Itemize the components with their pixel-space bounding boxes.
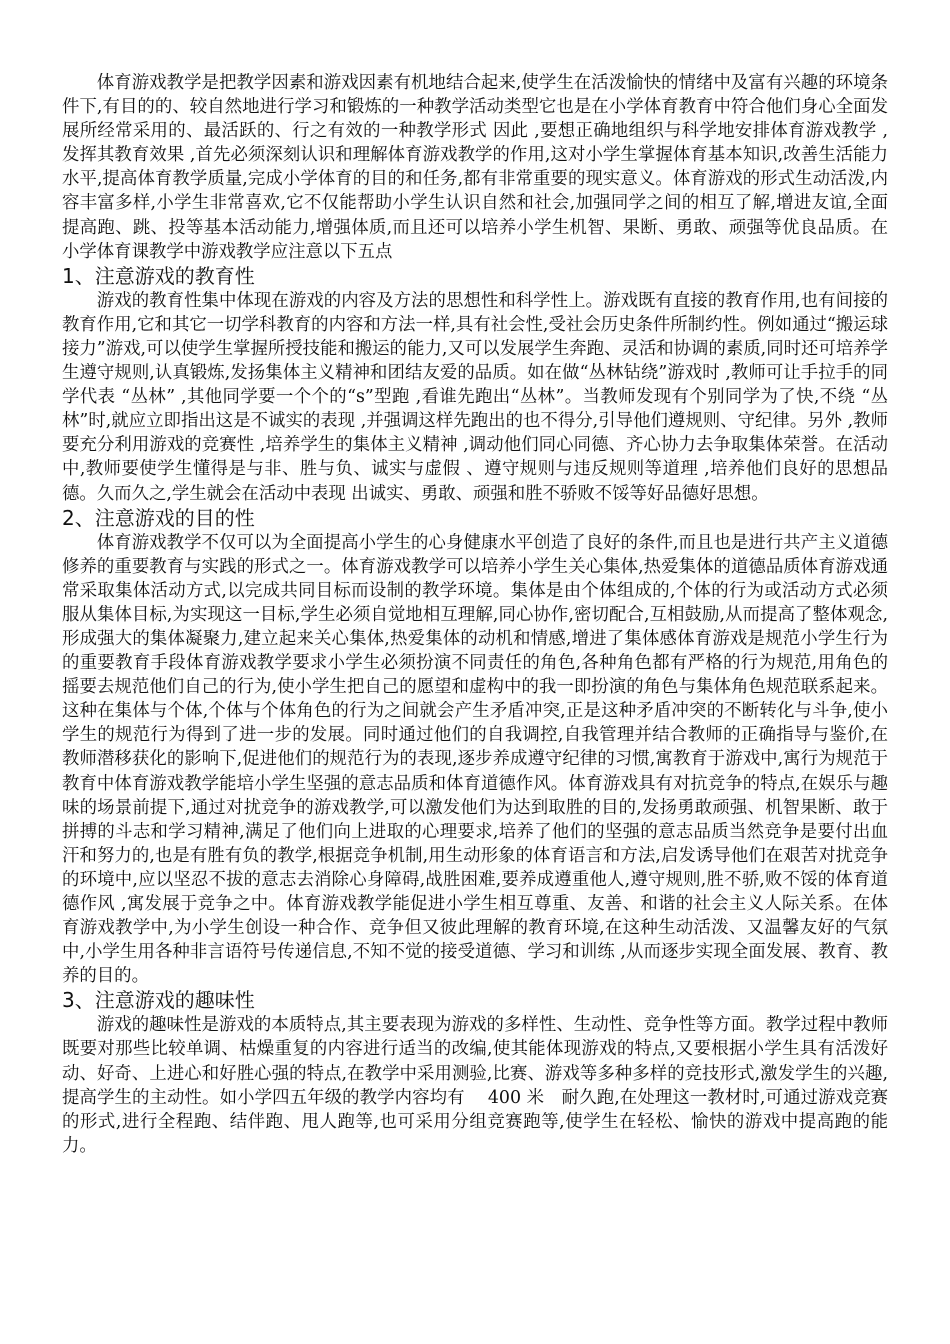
section-body-1: 游戏的教育性集中体现在游戏的内容及方法的思想性和科学性上。游戏既有直接的教育作用,也有间接的教育作用,它和其它一切学科教育的内容和方法一样,具有社会性,受社会历史条件所制约性。例如通过“搬运球接力”游戏,可以使学生掌握所授技能和搬运的能力,又可以发展学生奔跑、灵活和协调的素质,同时还可培养学生遵守规则,认真锻炼,发扬集体主义精神和团结友爱的品质。如在做“丛林钻绕”游戏时 ,教师可让手拉手的同学代表 “丛林” ,其他同学要一个个的“s”型跑 ,看谁先跑出“丛林”。当教师发现有个别同学为了快,不绕 “丛林”时,就应立即指出这是不诚实的表现 ,并强调这样先跑出的也不得分,引导他们遵规则、守纪律。另外 ,教师要充分利用游戏的竞赛性 ,培养学生的集体主义精神 ,调动他们同心同德、齐心协力去争取集体荣誉。在活动中,教师要使学生懂得是与非、胜与负、诚实与虚假 、遵守规则与违反规则等道理 ,培养他们良好的思想品德。久而久之,学生就会在活动中表现 出诚实、勇敢、顽强和胜不骄败不馁等好品德好思想。 bbox=[62, 290, 888, 504]
document-page bbox=[62, 71, 888, 1158]
section-heading-2: 2、注意游戏的目的性 bbox=[62, 505, 255, 530]
intro-paragraph: 体育游戏教学是把教学因素和游戏因素有机地结合起来,使学生在活泼愉快的情绪中及富有兴趣的环境条件下,有目的的、较自然地进行学习和锻炼的一种教学活动类型它也是在小学体育教育中符合他们身心全面发展所经常采用的、最活跃的、行之有效的一种教学形式 因此 ,要想正确地组织与科学地安排体育游戏教学 ,发挥其教育效果 ,首先必须深刻认识和理解体育游戏教学的作用,这对小学生掌握体育基本知识,改善生活能力水平,提高体育教学质量,完成小学体育的目的和任务,都有非常重要的现实意义。体育游戏的形式生动活泼,内容丰富多样,小学生非常喜欢,它不仅能帮助小学生认识自然和社会,加强同学之间的相互了解,增进友谊,全面提高跑、跳、投等基本活动能力,增强体质,而且还可以培养小学生机智、果断、勇敢、顽强等优良品质。在小学体育课教学中游戏教学应注意以下五点 bbox=[62, 73, 888, 262]
section-heading-3: 3、注意游戏的趣味性 bbox=[62, 988, 255, 1013]
section-heading-1: 1、注意游戏的教育性 bbox=[62, 263, 255, 288]
section-body-3: 游戏的趣味性是游戏的本质特点,其主要表现为游戏的多样性、生动性、竞争性等方面。教学过程中教师既要对那些比较单调、枯燥重复的内容进行适当的改编,使其能体现游戏的特点,又要根据小学生具有活泼好动、好奇、上进心和好胜心强的特点,在教学中采用测验,比赛、游戏等多种多样的竞技形式,激发学生的兴趣,提高学生的主动性。如小学四五年级的教学内容均有 400 米 耐久跑,在处理这一教材时,可通过游戏竞赛的形式,进行全程跑、结伴跑、甩人跑等,也可采用分组竞赛跑等,使学生在轻松、愉快的游戏中提高跑的能力。 bbox=[62, 1015, 888, 1156]
section-body-2: 体育游戏教学不仅可以为全面提高小学生的心身健康水平创造了良好的条件,而且也是进行共产主义道德修养的重要教育与实践的形式之一。体育游戏教学可以培养小学生关心集体,热爱集体的道德品质体育游戏通常采取集体活动方式,以完成共同目标而设制的教学环境。集体是由个体组成的,个体的行为或活动方式必须服从集体目标,为实现这一目标,学生必须自觉地相互理解,同心协作,密切配合,互相鼓励,从而提高了整体观念,形成强大的集体凝聚力,建立起来关心集体,热爱集体的动机和情感,增进了集体感体育游戏是规范小学生行为的重要教育手段体育游戏教学要求小学生必须扮演不同责任的角色,各种角色都有严格的行为规范,用角色的摇要去规范他们自己的行为,使小学生把自己的愿望和虚构中的我一即扮演的角色与集体角色规范联系起来。这种在集体与个体,个体与个体角色的行为之间就会产生矛盾冲突,正是这种矛盾冲突的不断转化与斗争,使小学生的规范行为得到了进一步的发展。同时通过他们的自我调控,自我管理并结合教师的正确指导与鉴价,在教师潜移获化的影响下,促进他们的规范行为的表现,逐步养成遵守纪律的习惯,寓教育于游戏中,寓行为规范于教育中体育游戏教学能培小学生坚强的意志品质和体育道德作风。体育游戏具有对抗竞争的特点,在娱乐与趣味的场景前提下,通过对扰竞争的游戏教学,可以激发他们为达到取胜的目的,发扬勇敢顽强、机智果断、敢于拼搏的斗志和学习精神,满足了他们向上进取的心理要求,培养了他们的坚强的意志品质当然竞争是要付出血汗和努力的,也是有胜有负的教学,根据竞争机制,用生动形象的体育语言和方法,启发诱导他们在艰苦对扰竞争的环境中,应以坚忍不拔的意志去消除心身障碍,战胜困难,要养成遵重他人,遵守规则,胜不骄,败不馁的体育道德作风 ,寓发展于竞争之中。体育游戏教学能促进小学生相互尊重、友善、和谐的社会主义人际关系。在体育游戏教学中,为小学生创设一种合作、竞争但又彼此理解的教育环境,在这种生动活泼、又温馨友好的气氛中,小学生用各种非言语符号传递信息,不知不觉的接受道德、学习和训练 ,从而逐步实现全面发展、教育、教养的目的。 bbox=[62, 532, 888, 987]
